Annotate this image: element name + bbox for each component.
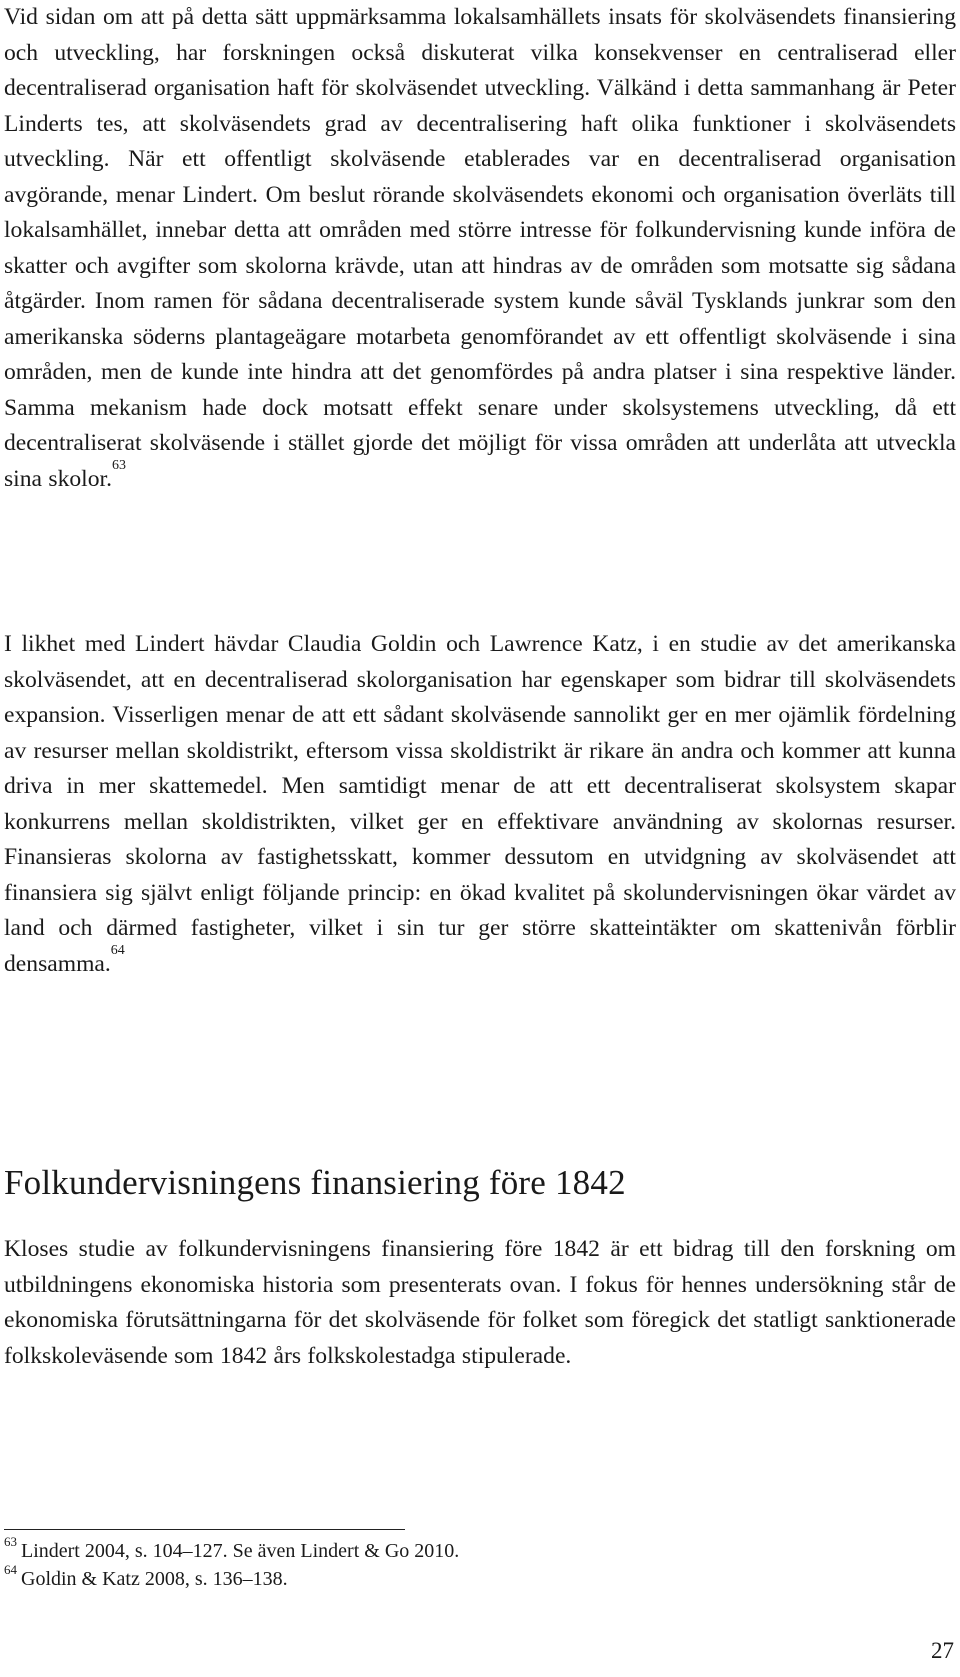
paragraph-2 xyxy=(4,627,956,982)
paragraph-1-text: Vid sidan om att på detta sätt uppmärksamma lokalsamhällets insats för skolväsendets finansiering och utveckling, har forskningen också diskuterat vilka konsekvenser en centraliserad eller decentraliserad organisation haft för skolväsendet utveckling. Välkänd i detta sammanhang är Peter Linderts tes, att skolväsendets grad av decentralisering haft olika funktioner i skolväsendets utveckling. När ett offentligt skolväsende etablerades var en decentraliserad organisation avgörande, menar Lindert. Om beslut rörande skolväsendets ekonomi och organisation överläts till lokalsamhället, innebar detta att områden med större intresse för folkundervisning kunde införa de skatter och avgifter som skolorna krävde, utan att hindras av de områden som motsatte sig sådana åtgärder. Inom ramen för sådana decentraliserade system kunde såväl Tysklands junkrar som den amerikanska söderns plantageägare motarbeta genomförandet av ett offentligt skolväsende i sina områden, men de kunde inte hindra att det genomfördes på andra platser i sina respektive länder. Samma mekanism hade dock motsatt effekt senare under skolsystemens utveckling, då ett decentraliserat skolväsende i stället gjorde det möjligt för vissa områden att underlåta att utveckla sina skolor. xyxy=(4,4,956,492)
page-number: 27 xyxy=(931,1638,954,1663)
paragraph-2-text: I likhet med Lindert hävdar Claudia Goldin och Lawrence Katz, i en studie av det amerikanska skolväsendet, att en decentraliserad skolorganisation har egenskaper som bidrar till skolväsendets expansion. Visserligen menar de att ett sådant skolväsende sannolikt ger en mer ojämlik fördelning av resurser mellan skoldistrikt, eftersom vissa skoldistrikt är rikare än andra och kommer att kunna driva in mer skattemedel. Men samtidigt menar de att ett decentraliserat skolsystem skapar konkurrens mellan skoldistrikten, vilket ger en effektivare användning av skolornas resurser. Finansieras skolorna av fastighetsskatt, kommer dessutom en utvidgning av skolväsendet att finansiera sig självt enligt följande princip: en ökad kvalitet på skolundervisningen ökar värdet av land och därmed fastigheter, vilket i sin tur ger större skatteintäkter om skattenivån förblir densamma. xyxy=(4,631,956,977)
footnote-text: Goldin & Katz 2008, s. 136–138. xyxy=(21,1568,288,1590)
section-heading: Folkundervisningens finansiering före 1842 xyxy=(4,1163,626,1202)
footnote-ref-63[interactable]: 63 xyxy=(112,457,126,473)
footnote-64 xyxy=(4,1562,956,1593)
footnote-divider xyxy=(4,1529,405,1530)
footnote-number: 64 xyxy=(4,1562,17,1577)
footnote-text: Lindert 2004, s. 104–127. Se även Lindert & Go 2010. xyxy=(21,1540,460,1562)
paragraph-1 xyxy=(4,0,956,497)
footnote-ref-64[interactable]: 64 xyxy=(110,942,125,958)
footnote-63 xyxy=(4,1534,956,1565)
paragraph-3: Kloses studie av folkundervisningens finansiering före 1842 är ett bidrag till den forskning om utbildningens ekonomiska historia som presenterats ovan. I fokus för hennes undersökning står de ekonomiska förutsättningarna för det skolväsende för folket som föregick det statligt sanktionerade folkskoleväsende som 1842 års folkskolestadga stipulerade. xyxy=(4,1236,956,1369)
footnote-number: 63 xyxy=(4,1534,17,1549)
footnotes xyxy=(4,1534,956,1593)
